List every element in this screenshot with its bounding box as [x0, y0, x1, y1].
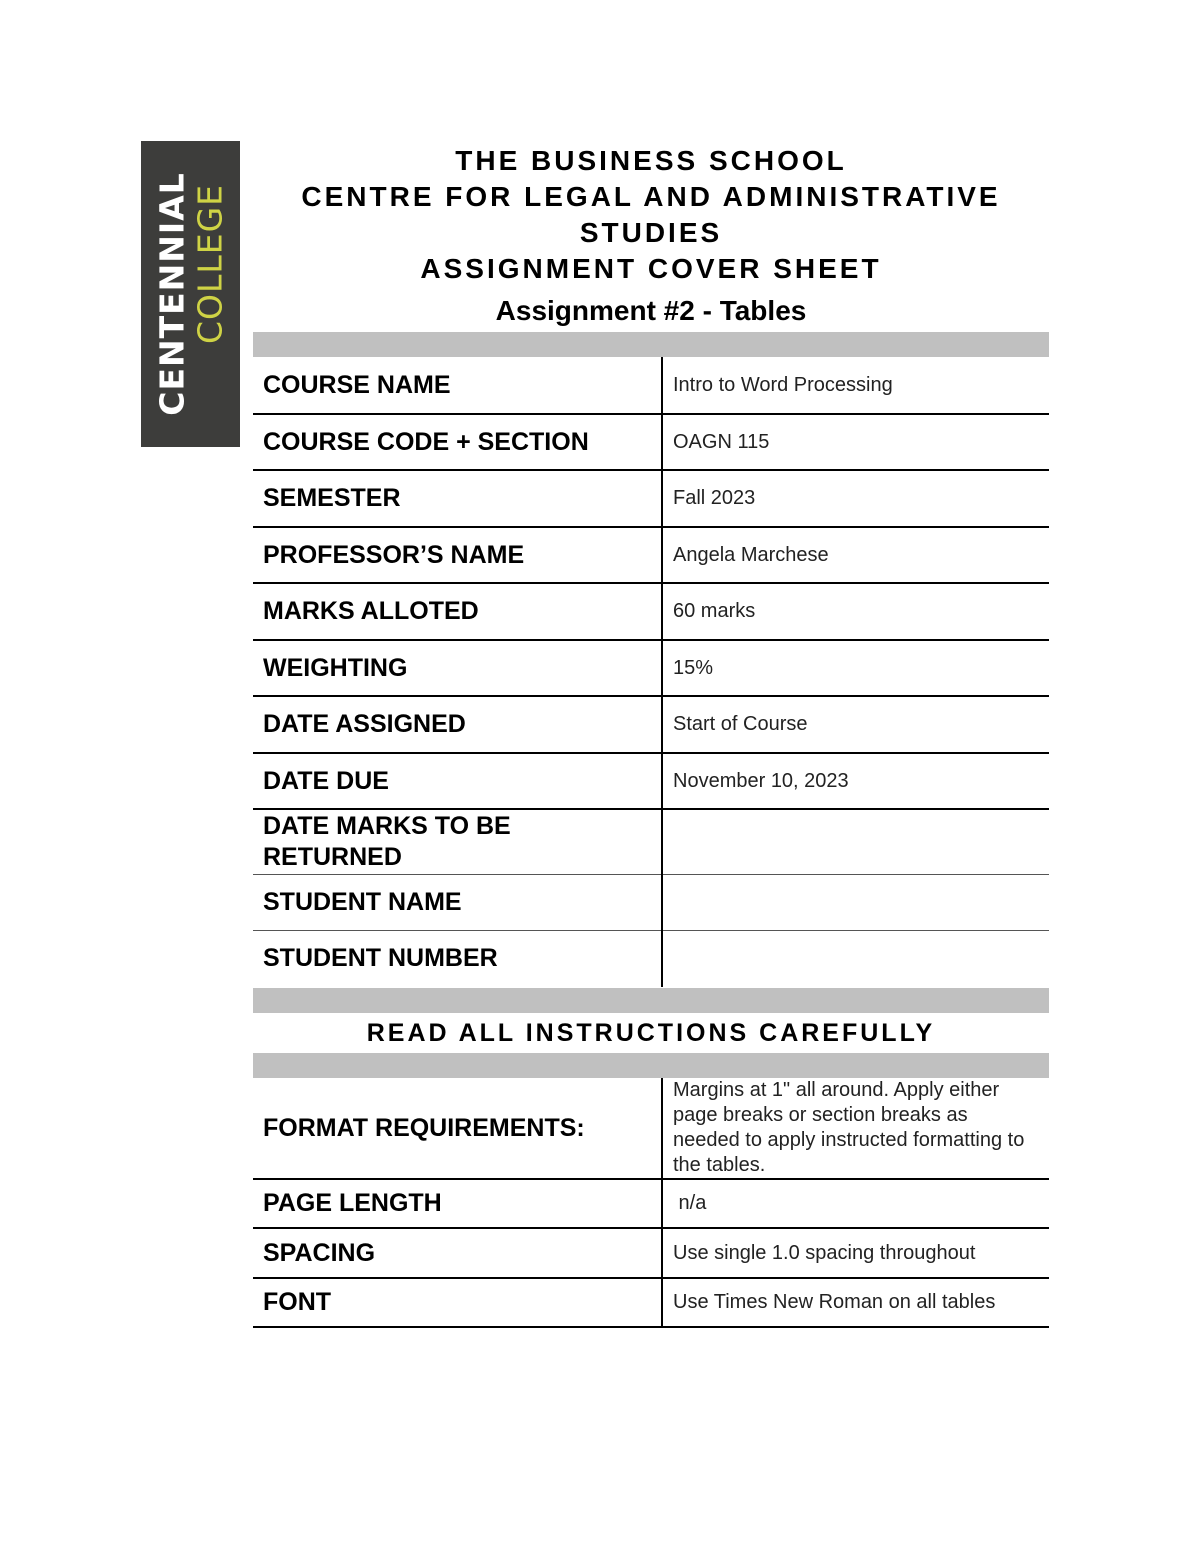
row-value: n/a	[662, 1179, 1049, 1228]
table-row-format	[253, 1078, 1049, 1179]
assignment-title: Assignment #2 - Tables	[495, 295, 807, 326]
course-info-table	[253, 357, 1049, 987]
row-label: COURSE NAME	[263, 370, 451, 399]
header-school: THE BUSINESS SCHOOL	[455, 145, 847, 176]
row-value: Angela Marchese	[662, 527, 1049, 583]
divider-bar-middle	[253, 988, 1049, 1013]
row-label: PAGE LENGTH	[263, 1189, 442, 1217]
table-row-semester	[253, 470, 1049, 527]
row-label: WEIGHTING	[263, 653, 408, 682]
row-value-empty[interactable]	[662, 874, 1049, 930]
row-value: Use Times New Roman on all tables	[662, 1278, 1049, 1327]
divider-bar-instructions	[253, 1053, 1049, 1078]
logo-word-centennial: CENTENNIAL	[152, 172, 191, 416]
row-value: 60 marks	[662, 583, 1049, 640]
header-centre: CENTRE FOR LEGAL AND ADMINISTRATIVE	[301, 181, 1001, 212]
row-label: DATE DUE	[263, 766, 389, 795]
row-label: SEMESTER	[263, 484, 401, 512]
table-row-professor	[253, 527, 1049, 583]
divider-bar-top	[253, 332, 1049, 357]
row-value: Start of Course	[662, 696, 1049, 753]
logo-word-college: COLLEGE	[190, 183, 229, 345]
row-label: SPACING	[263, 1238, 376, 1267]
row-label: COURSE CODE + SECTION	[263, 427, 589, 456]
table-row-spacing	[253, 1228, 1049, 1278]
table-row-marks	[253, 583, 1049, 640]
table-row-weighting	[253, 640, 1049, 696]
table-row-student-number	[253, 930, 1049, 987]
header-cover-sheet: ASSIGNMENT COVER SHEET	[420, 253, 882, 284]
row-label: DATE ASSIGNED	[263, 710, 466, 738]
table-row-course-name	[253, 357, 1049, 414]
table-row-student-name	[253, 874, 1049, 930]
row-label: STUDENT NUMBER	[263, 944, 498, 973]
row-value: Fall 2023	[662, 470, 1049, 527]
table-row-font	[253, 1278, 1049, 1327]
row-value-empty[interactable]	[662, 930, 1049, 987]
row-label: DATE MARKS TO BE RETURNED	[263, 811, 511, 871]
row-value: Use single 1.0 spacing throughout	[662, 1228, 1049, 1278]
row-value: 15%	[662, 640, 1049, 696]
table-row-course-code	[253, 414, 1049, 470]
header-studies: STUDIES	[579, 217, 723, 248]
row-value-empty[interactable]	[662, 809, 1049, 874]
table-row-date-returned	[253, 809, 1049, 874]
table-row-date-due	[253, 753, 1049, 809]
row-label: MARKS ALLOTED	[263, 597, 479, 625]
instructions-table	[253, 1078, 1049, 1328]
row-value: Margins at 1" all around. Apply either page breaks or section breaks as needed to apply instructed formatting to the tables.	[662, 1078, 1049, 1179]
instructions-heading: READ ALL INSTRUCTIONS CAREFULLY	[366, 1019, 936, 1047]
row-value: November 10, 2023	[662, 753, 1049, 809]
row-value: Intro to Word Processing	[662, 357, 1049, 414]
centennial-college-logo	[141, 141, 240, 447]
row-label: FORMAT REQUIREMENTS:	[263, 1113, 585, 1142]
table-row-date-assigned	[253, 696, 1049, 753]
row-value: OAGN 115	[662, 414, 1049, 470]
row-label: STUDENT NAME	[263, 887, 462, 916]
table-row-page-length	[253, 1179, 1049, 1228]
document-header	[253, 143, 1049, 329]
row-label: FONT	[263, 1288, 332, 1316]
row-label: PROFESSOR’S NAME	[263, 540, 525, 569]
